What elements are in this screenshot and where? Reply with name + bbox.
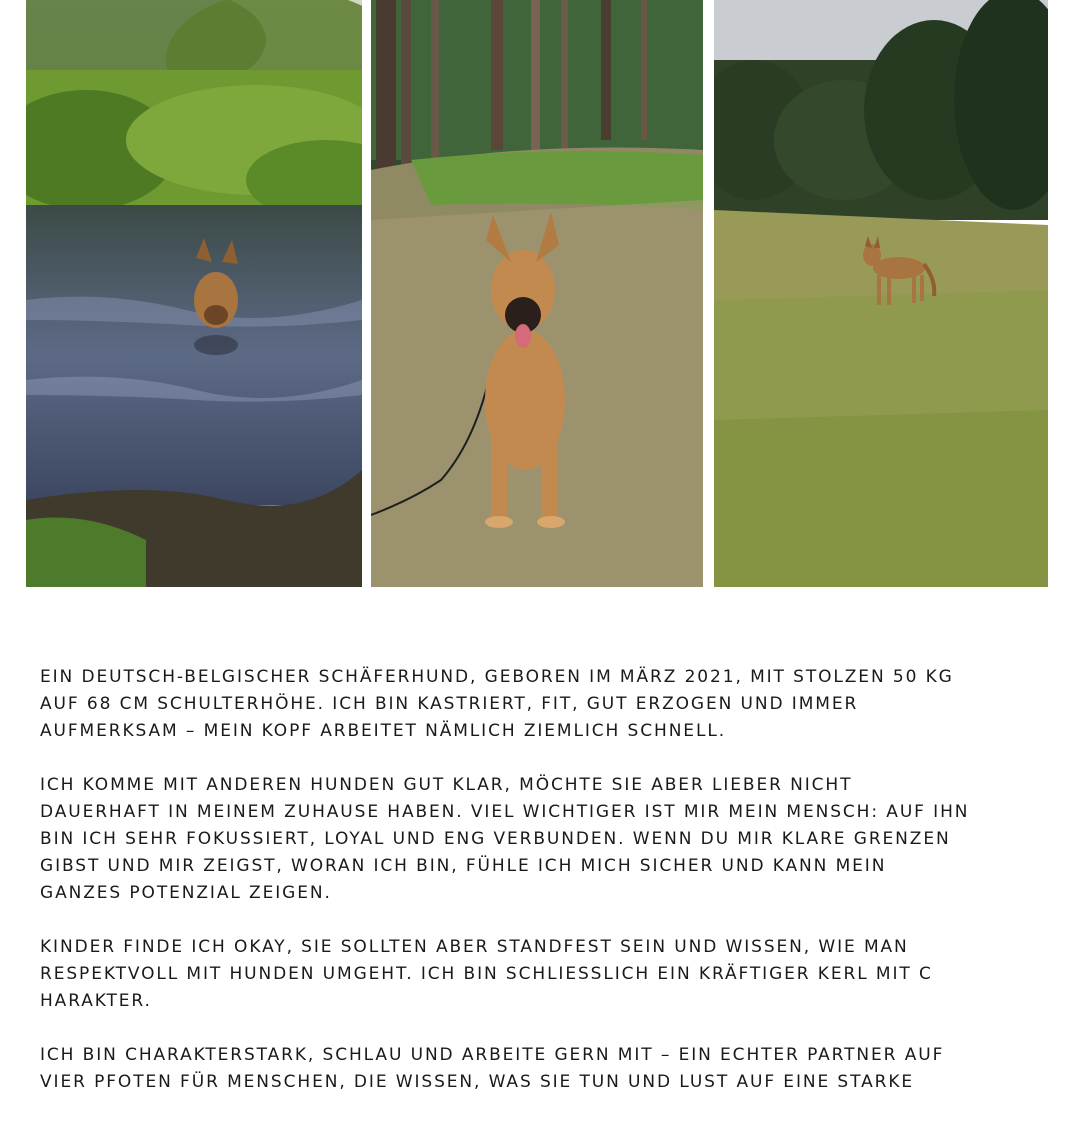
text-line: KINDER FINDE ICH OKAY, SIE SOLLTEN ABER STANDFEST SEIN UND WISSEN, WIE MAN — [40, 937, 909, 957]
paragraph-2 — [40, 772, 1050, 907]
text-line: HARAKTER. — [40, 991, 152, 1011]
text-line: EIN DEUTSCH-BELGISCHER SCHÄFERHUND, GEBOREN IM MÄRZ 2021, MIT STOLZEN 50 KG — [40, 667, 954, 687]
text-line: ICH BIN CHARAKTERSTARK, SCHLAU UND ARBEITE GERN MIT – EIN ECHTER PARTNER AUF — [40, 1045, 945, 1065]
paragraph-4 — [40, 1042, 1050, 1096]
photo-dog-sitting-image — [371, 0, 703, 587]
paragraph-3 — [40, 934, 1050, 1015]
text-line: RESPEKTVOLL MIT HUNDEN UMGEHT. ICH BIN SCHLIESSLICH EIN KRÄFTIGER KERL MIT C — [40, 964, 933, 984]
paragraph-1 — [40, 664, 1050, 745]
text-line: GANZES POTENZIAL ZEIGEN. — [40, 883, 332, 903]
photo-dog-swimming — [26, 0, 362, 587]
photo-dog-swimming-image — [26, 0, 362, 587]
description-text — [40, 664, 1050, 1123]
text-line: AUF 68 CM SCHULTERHÖHE. ICH BIN KASTRIERT, FIT, GUT ERZOGEN UND IMMER — [40, 694, 859, 714]
text-line: AUFMERKSAM – MEIN KOPF ARBEITET NÄMLICH ZIEMLICH SCHNELL. — [40, 721, 726, 741]
photo-dog-standing-image — [714, 0, 1048, 587]
text-line: BIN ICH SEHR FOKUSSIERT, LOYAL UND ENG VERBUNDEN. WENN DU MIR KLARE GRENZEN — [40, 829, 951, 849]
text-line: ICH KOMME MIT ANDEREN HUNDEN GUT KLAR, MÖCHTE SIE ABER LIEBER NICHT — [40, 775, 853, 795]
text-line: VIER PFOTEN FÜR MENSCHEN, DIE WISSEN, WAS SIE TUN UND LUST AUF EINE STARKE — [40, 1072, 915, 1092]
text-line: DAUERHAFT IN MEINEM ZUHAUSE HABEN. VIEL WICHTIGER IST MIR MEIN MENSCH: AUF IHN — [40, 802, 970, 822]
photo-dog-standing — [714, 0, 1048, 587]
photo-dog-sitting — [371, 0, 703, 587]
text-line: GIBST UND MIR ZEIGST, WORAN ICH BIN, FÜHLE ICH MICH SICHER UND KANN MEIN — [40, 856, 887, 876]
